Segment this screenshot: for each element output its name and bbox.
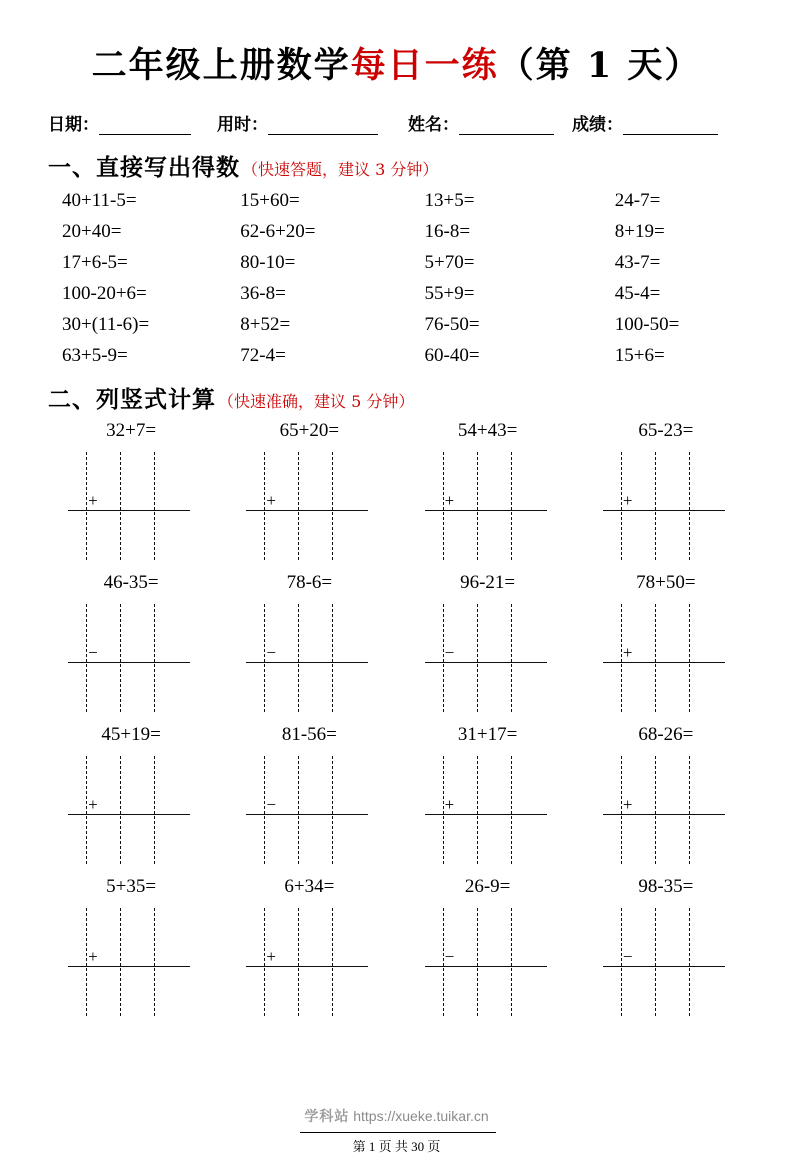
date-field[interactable] [48, 110, 191, 135]
guide-line [655, 604, 656, 712]
answer-rule [425, 662, 547, 663]
guide-line [511, 452, 512, 560]
time-field[interactable] [217, 110, 378, 135]
vertical-problem-expression: 78-6= [286, 572, 333, 593]
oral-problem[interactable]: 20+40= [62, 221, 122, 242]
vertical-problem[interactable] [575, 876, 753, 1028]
vertical-problem[interactable] [397, 572, 575, 724]
vertical-worksheet-box[interactable] [246, 452, 368, 560]
watermark-logo: 学科站 [304, 1108, 350, 1124]
answer-rule [425, 966, 547, 967]
score-input[interactable] [623, 119, 718, 135]
guide-line [443, 908, 444, 1016]
vertical-problem-expression: 26-9= [464, 876, 511, 897]
guide-line [264, 908, 265, 1016]
vertical-worksheet-box[interactable] [246, 756, 368, 864]
answer-rule [603, 966, 725, 967]
title-highlight: 每日一练 [350, 45, 499, 86]
operator-symbol: + [88, 491, 98, 510]
guide-line [264, 756, 265, 864]
oral-problem[interactable]: 40+11-5= [62, 190, 137, 211]
answer-rule [68, 662, 190, 663]
vertical-problem-expression: 65+20= [279, 420, 340, 441]
guide-line [689, 756, 690, 864]
operator-symbol: − [266, 795, 276, 814]
guide-line [264, 452, 265, 560]
answer-rule [68, 814, 190, 815]
oral-problem[interactable]: 15+6= [614, 345, 665, 366]
footer-divider [300, 1132, 496, 1133]
guide-line [298, 604, 299, 712]
vertical-problem[interactable] [575, 724, 753, 876]
guide-line [689, 604, 690, 712]
oral-problem[interactable]: 60-40= [424, 345, 480, 366]
vertical-problem-expression: 45+19= [101, 724, 161, 745]
vertical-problem-expression: 5+35= [106, 876, 157, 897]
guide-line [511, 908, 512, 1016]
oral-problem[interactable]: 100-20+6= [62, 283, 147, 304]
operator-symbol: + [444, 795, 455, 814]
section-2-note: （快速准确，建议 5 分钟） [218, 392, 415, 411]
vertical-problem[interactable] [218, 420, 396, 572]
vertical-problem[interactable] [40, 420, 218, 572]
guide-line [443, 452, 444, 560]
operator-symbol: + [266, 491, 276, 510]
vertical-problem-expression: 32+7= [106, 420, 157, 441]
section-2-heading: 二、列竖式计算 [48, 386, 216, 413]
operator-symbol: − [622, 947, 633, 966]
answer-rule [246, 510, 368, 511]
vertical-worksheet-box[interactable] [603, 908, 725, 1016]
vertical-worksheet-box[interactable] [68, 604, 190, 712]
guide-line [655, 452, 656, 560]
vertical-problem-expression: 31+17= [457, 724, 518, 745]
time-input[interactable] [268, 119, 378, 135]
operator-symbol: + [88, 947, 98, 966]
guide-line [621, 756, 622, 864]
guide-line [477, 756, 478, 864]
time-label: 用时： [217, 115, 268, 134]
vertical-problem[interactable] [575, 420, 753, 572]
vertical-worksheet-box[interactable] [603, 452, 725, 560]
vertical-worksheet-box[interactable] [68, 452, 190, 560]
vertical-problem-expression: 96-21= [460, 572, 516, 593]
operator-symbol: + [266, 947, 276, 966]
vertical-worksheet-box[interactable] [68, 756, 190, 864]
vertical-computation-grid [40, 420, 753, 1028]
section-1-note: （快速答题，建议 3 分钟） [242, 160, 439, 179]
name-label: 姓名： [408, 115, 459, 134]
operator-symbol: + [622, 643, 633, 662]
date-label: 日期： [48, 115, 99, 134]
guide-line [154, 908, 155, 1016]
vertical-problem[interactable] [40, 572, 218, 724]
guide-line [655, 756, 656, 864]
vertical-worksheet-box[interactable] [425, 756, 547, 864]
oral-problem[interactable]: 36-8= [240, 283, 286, 304]
guide-line [477, 604, 478, 712]
guide-line [120, 604, 121, 712]
score-label: 成绩： [572, 115, 623, 134]
score-field[interactable] [572, 110, 718, 135]
guide-line [332, 756, 333, 864]
vertical-problem[interactable] [218, 724, 396, 876]
guide-line [332, 452, 333, 560]
vertical-problem-expression: 81-56= [281, 724, 337, 745]
oral-problem[interactable]: 72-4= [240, 345, 286, 366]
operator-symbol: + [622, 491, 633, 510]
vertical-problem-expression: 6+34= [284, 876, 335, 897]
vertical-problem[interactable] [575, 572, 753, 724]
watermark-url: https://xueke.tuikar.cn [353, 1108, 489, 1124]
title-part-2: （第 1 天） [498, 45, 702, 86]
guide-line [621, 452, 622, 560]
worksheet-page [0, 38, 793, 1160]
guide-line [689, 908, 690, 1016]
oral-problem[interactable]: 16-8= [424, 221, 471, 242]
vertical-problem[interactable] [397, 876, 575, 1028]
name-field[interactable] [408, 110, 554, 135]
guide-line [154, 604, 155, 712]
vertical-worksheet-box[interactable] [425, 604, 547, 712]
guide-line [120, 452, 121, 560]
vertical-worksheet-box[interactable] [603, 756, 725, 864]
answer-rule [425, 814, 547, 815]
page-number: 第 1 页 共 30 页 [352, 1139, 441, 1154]
answer-rule [603, 510, 725, 511]
guide-line [689, 452, 690, 560]
guide-line [511, 604, 512, 712]
operator-symbol: − [444, 643, 455, 662]
guide-line [86, 756, 87, 864]
vertical-problem[interactable] [397, 420, 575, 572]
guide-line [86, 604, 87, 712]
answer-rule [246, 814, 368, 815]
vertical-problem[interactable] [397, 724, 575, 876]
vertical-problem[interactable] [218, 876, 396, 1028]
answer-rule [68, 510, 190, 511]
oral-problem[interactable]: 5+70= [424, 252, 475, 273]
guide-line [511, 756, 512, 864]
oral-problem[interactable]: 43-7= [614, 252, 661, 273]
operator-symbol: − [88, 643, 98, 662]
answer-rule [603, 662, 725, 663]
oral-problem[interactable]: 63+5-9= [62, 345, 128, 366]
vertical-worksheet-box[interactable] [425, 908, 547, 1016]
operator-symbol: + [444, 491, 455, 510]
guide-line [477, 452, 478, 560]
vertical-problem-expression: 54+43= [457, 420, 518, 441]
guide-line [154, 452, 155, 560]
oral-problem[interactable]: 55+9= [424, 283, 475, 304]
guide-line [621, 604, 622, 712]
oral-problem[interactable]: 76-50= [424, 314, 480, 335]
guide-line [332, 604, 333, 712]
guide-line [86, 908, 87, 1016]
oral-problem[interactable]: 17+6-5= [62, 252, 128, 273]
vertical-worksheet-box[interactable] [246, 908, 368, 1016]
name-input[interactable] [459, 119, 554, 135]
vertical-problem-expression: 65-23= [638, 420, 694, 441]
guide-line [298, 756, 299, 864]
oral-problem[interactable]: 24-7= [614, 190, 661, 211]
answer-rule [68, 966, 190, 967]
guide-line [655, 908, 656, 1016]
vertical-problem[interactable] [40, 724, 218, 876]
oral-problem[interactable]: 8+52= [240, 314, 291, 335]
oral-problem[interactable]: 8+19= [614, 221, 665, 242]
vertical-problem[interactable] [40, 876, 218, 1028]
oral-problem[interactable]: 15+60= [240, 190, 300, 211]
page-title [40, 38, 753, 88]
guide-line [120, 908, 121, 1016]
guide-line [443, 604, 444, 712]
guide-line [332, 908, 333, 1016]
vertical-problem-expression: 68-26= [638, 724, 694, 745]
operator-symbol: − [266, 643, 276, 662]
student-info-row [40, 110, 753, 135]
oral-problem[interactable]: 13+5= [424, 190, 475, 211]
guide-line [621, 908, 622, 1016]
vertical-problem-expression: 46-35= [103, 572, 159, 593]
guide-line [298, 908, 299, 1016]
date-input[interactable] [99, 119, 191, 135]
guide-line [154, 756, 155, 864]
vertical-worksheet-box[interactable] [603, 604, 725, 712]
vertical-problem-expression: 98-35= [638, 876, 694, 897]
title-part-1: 二年级上册数学 [91, 45, 351, 86]
section-2-header [40, 381, 753, 414]
watermark [0, 1106, 793, 1126]
section-1-header [40, 149, 753, 182]
guide-line [298, 452, 299, 560]
operator-symbol: + [622, 795, 633, 814]
oral-problem[interactable]: 80-10= [240, 252, 296, 273]
operator-symbol: − [444, 947, 455, 966]
vertical-problem[interactable] [218, 572, 396, 724]
guide-line [264, 604, 265, 712]
oral-arithmetic-grid [40, 190, 753, 367]
guide-line [120, 756, 121, 864]
vertical-worksheet-box[interactable] [246, 604, 368, 712]
vertical-problem-expression: 78+50= [636, 572, 696, 593]
section-1-heading: 一、直接写出得数 [48, 154, 240, 181]
oral-problem[interactable]: 62-6+20= [240, 221, 316, 242]
answer-rule [603, 814, 725, 815]
operator-symbol: + [88, 795, 98, 814]
guide-line [443, 756, 444, 864]
oral-problem[interactable]: 30+(11-6)= [62, 314, 150, 335]
oral-problem[interactable]: 45-4= [614, 283, 661, 304]
vertical-worksheet-box[interactable] [68, 908, 190, 1016]
answer-rule [246, 966, 368, 967]
vertical-worksheet-box[interactable] [425, 452, 547, 560]
answer-rule [425, 510, 547, 511]
oral-problem[interactable]: 100-50= [614, 314, 680, 335]
guide-line [477, 908, 478, 1016]
guide-line [86, 452, 87, 560]
answer-rule [246, 662, 368, 663]
